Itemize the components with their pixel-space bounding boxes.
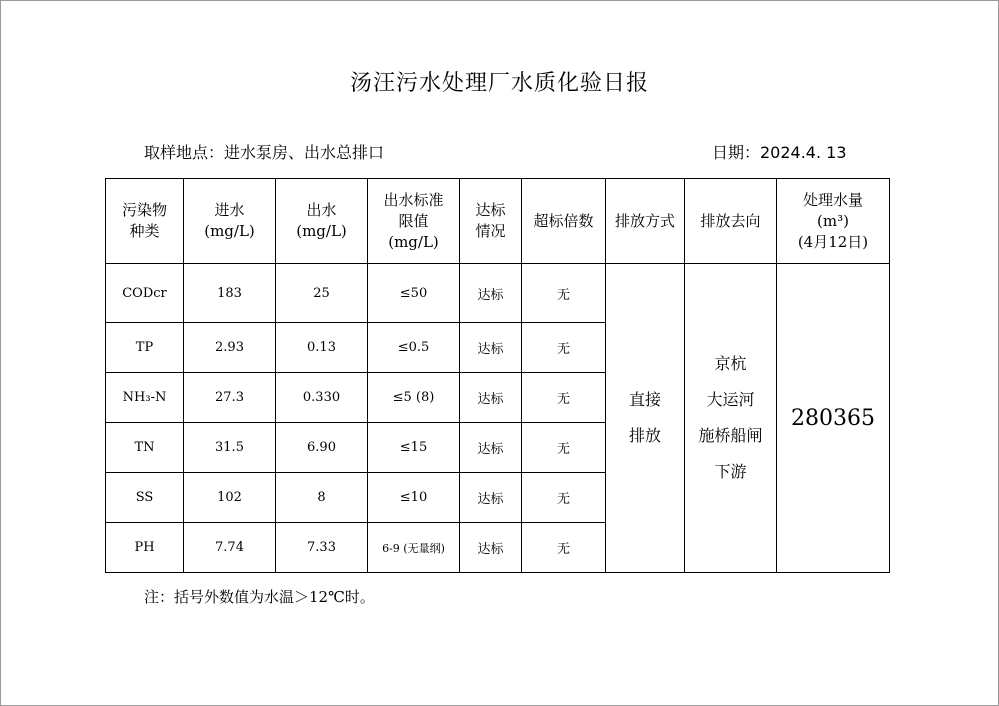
inflow-value: 102 bbox=[184, 473, 276, 523]
exceed-times: 无 bbox=[522, 323, 606, 373]
limit-value: ≤15 bbox=[368, 423, 460, 473]
header-discharge-dest: 排放去向 bbox=[685, 179, 777, 264]
header-outflow: 出水 (mg/L) bbox=[276, 179, 368, 264]
compliance-status: 达标 bbox=[460, 323, 522, 373]
compliance-status: 达标 bbox=[460, 264, 522, 323]
limit-value: ≤5 (8) bbox=[368, 373, 460, 423]
discharge-method: 直接 排放 bbox=[606, 264, 685, 573]
inflow-value: 2.93 bbox=[184, 323, 276, 373]
exceed-times: 无 bbox=[522, 423, 606, 473]
table-row bbox=[106, 264, 890, 323]
sampling-location: 取样地点：进水泵房、出水总排口 bbox=[144, 143, 385, 162]
outflow-value: 0.330 bbox=[276, 373, 368, 423]
water-quality-table bbox=[105, 178, 890, 573]
header-inflow: 进水 (mg/L) bbox=[184, 179, 276, 264]
outflow-value: 25 bbox=[276, 264, 368, 323]
outflow-value: 8 bbox=[276, 473, 368, 523]
pollutant-name: SS bbox=[106, 473, 184, 523]
compliance-status: 达标 bbox=[460, 473, 522, 523]
footnote: 注：括号外数值为水温＞12℃时。 bbox=[144, 588, 375, 606]
header-exceed: 超标倍数 bbox=[522, 179, 606, 264]
outflow-value: 0.13 bbox=[276, 323, 368, 373]
header-row bbox=[106, 179, 890, 264]
header-limit: 出水标准 限值 (mg/L) bbox=[368, 179, 460, 264]
pollutant-name: TN bbox=[106, 423, 184, 473]
compliance-status: 达标 bbox=[460, 423, 522, 473]
pollutant-name: CODcr bbox=[106, 264, 184, 323]
pollutant-name: PH bbox=[106, 523, 184, 573]
treated-volume: 280365 bbox=[777, 264, 890, 573]
limit-value: ≤10 bbox=[368, 473, 460, 523]
pollutant-name: NH₃-N bbox=[106, 373, 184, 423]
discharge-destination: 京杭 大运河 施桥船闸 下游 bbox=[685, 264, 777, 573]
header-discharge-method: 排放方式 bbox=[606, 179, 685, 264]
exceed-times: 无 bbox=[522, 264, 606, 323]
outflow-value: 7.33 bbox=[276, 523, 368, 573]
exceed-times: 无 bbox=[522, 373, 606, 423]
compliance-status: 达标 bbox=[460, 373, 522, 423]
exceed-times: 无 bbox=[522, 473, 606, 523]
inflow-value: 27.3 bbox=[184, 373, 276, 423]
inflow-value: 183 bbox=[184, 264, 276, 323]
report-title: 汤汪污水处理厂水质化验日报 bbox=[349, 71, 649, 96]
compliance-status: 达标 bbox=[460, 523, 522, 573]
limit-value: 6-9 (无量纲) bbox=[368, 523, 460, 573]
limit-value: ≤0.5 bbox=[368, 323, 460, 373]
exceed-times: 无 bbox=[522, 523, 606, 573]
inflow-value: 31.5 bbox=[184, 423, 276, 473]
header-volume: 处理水量 (m³) (4月12日) bbox=[777, 179, 890, 264]
report-date: 日期：2024.4. 13 bbox=[712, 143, 847, 162]
pollutant-name: TP bbox=[106, 323, 184, 373]
outflow-value: 6.90 bbox=[276, 423, 368, 473]
header-pollutant: 污染物 种类 bbox=[106, 179, 184, 264]
inflow-value: 7.74 bbox=[184, 523, 276, 573]
header-compliance: 达标 情况 bbox=[460, 179, 522, 264]
limit-value: ≤50 bbox=[368, 264, 460, 323]
